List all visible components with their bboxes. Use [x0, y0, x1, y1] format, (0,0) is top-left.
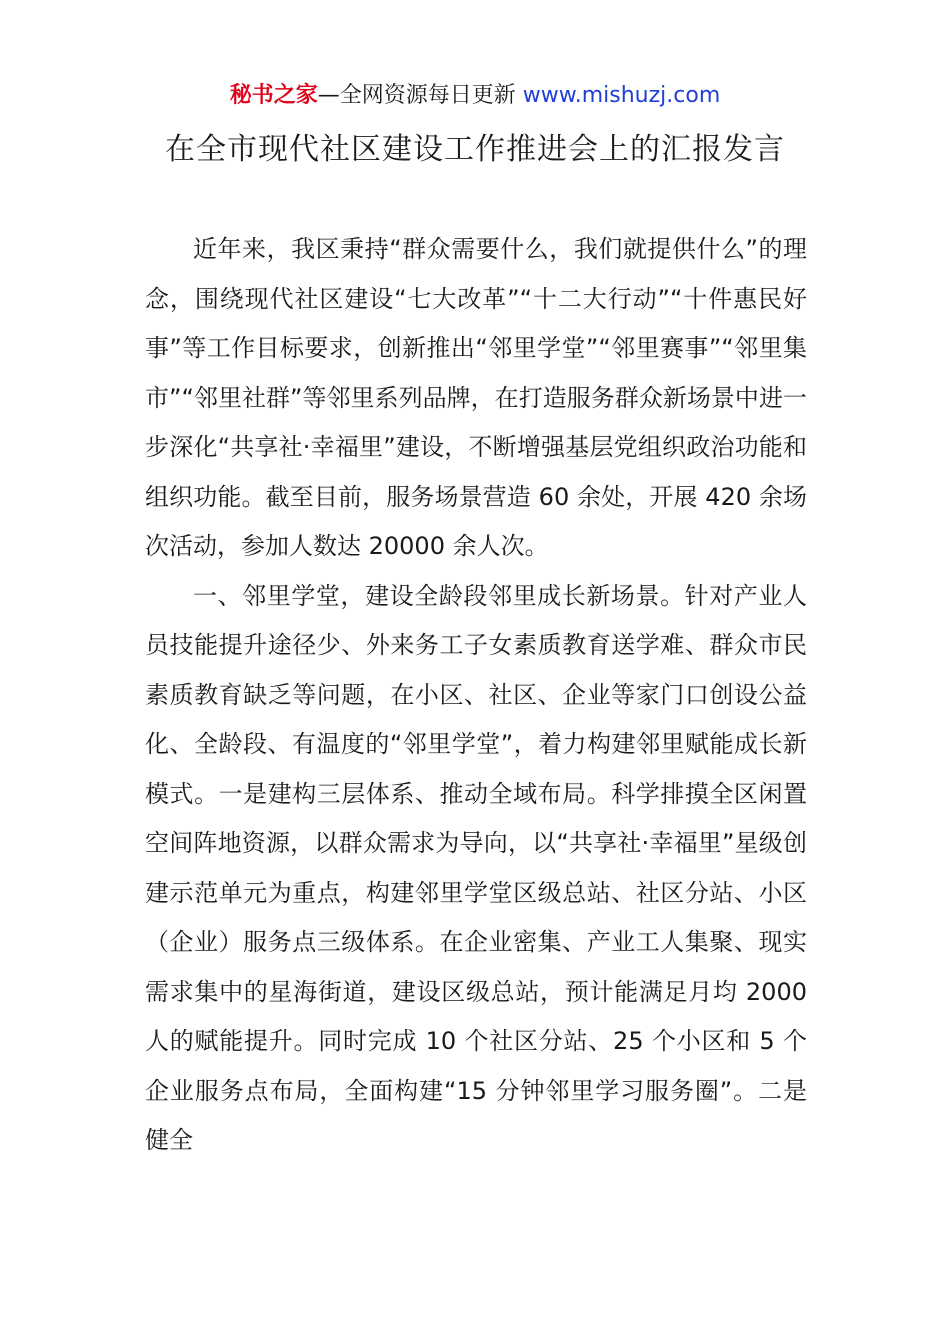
- document-title: 在全市现代社区建设工作推进会上的汇报发言: [165, 132, 785, 167]
- paragraph-section-one: 一、邻里学堂，建设全龄段邻里成长新场景。针对产业人员技能提升途径少、外来务工子女素质教育送学难、群众市民素质教育缺乏等问题，在小区、社区、企业等家门口创设公益化、全龄段、有温度的“邻里学堂”，着力构建邻里赋能成长新模式。一是建构三层体系、推动全域布局。科学排摸全区闲置空间阵地资源，以群众需求为导向，以“共享社·幸福里”星级创建示范单元为重点，构建邻里学堂区级总站、社区分站、小区（企业）服务点三级体系。在企业密集、产业工人集聚、现实需求集中的星海街道，建设区级总站，预计能满足月均 2000 人的赋能提升。同时完成 10 个社区分站、25 个小区和 5 个企业服务点布局，全面构建“15 分钟邻里学习服务圈”。二是健全: [145, 581, 807, 1154]
- site-url-link[interactable]: www.mishuzj.com: [522, 83, 721, 108]
- site-header: [0, 80, 950, 112]
- document-body: [145, 225, 807, 1166]
- paragraph-intro: 近年来，我区秉持“群众需要什么，我们就提供什么”的理念，围绕现代社区建设“七大改革”“十二大行动”“十件惠民好事”等工作目标要求，创新推出“邻里学堂”“邻里赛事”“邻里集市”“邻里社群”等邻里系列品牌，在打造服务群众新场景中进一步深化“共享社·幸福里”建设，不断增强基层党组织政治功能和组织功能。截至目前，服务场景营造 60 余处，开展 420 余场次活动，参加人数达 20000 余人次。: [145, 235, 807, 560]
- site-brand: 秘书之家: [229, 83, 318, 108]
- site-tagline: —全网资源每日更新: [317, 83, 516, 108]
